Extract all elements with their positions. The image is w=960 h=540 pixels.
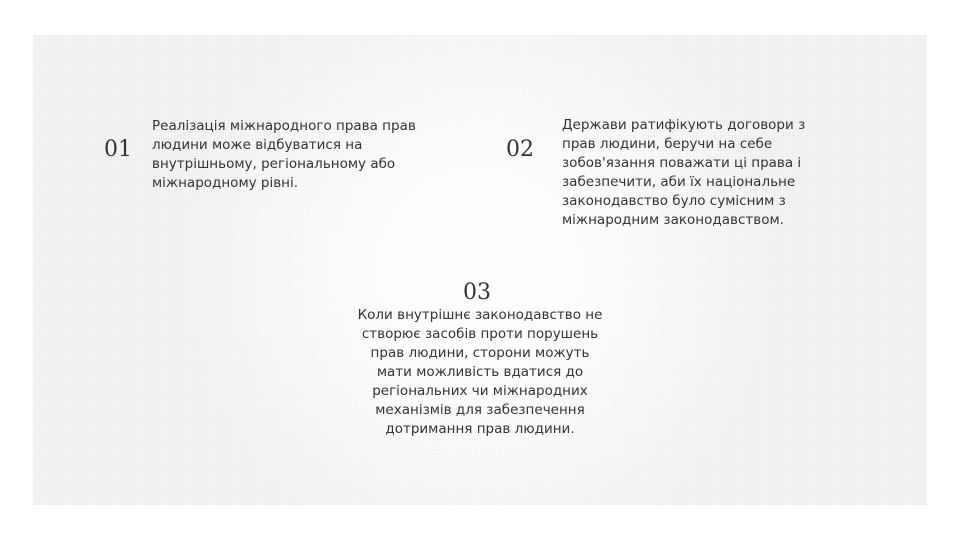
item-text-03: Коли внутрішнє законодавство не створює засобів проти порушень прав людини, сторони можуть мати можливість вдатися до регіональних чи міжнародних механізмів для забезпечення дотримання прав людини. xyxy=(357,307,603,437)
item-number-03: 03 xyxy=(463,280,491,305)
item-text-01: Реалізація міжнародного права прав людини може відбуватися на внутрішньому, регіональному або міжнародному рівні. xyxy=(152,118,416,191)
item-text-02: Держави ратифікують договори з прав людини, беручи на себе зобов'язання поважати ці права і забезпечити, аби їх національне законодавство було сумісним з міжнародним законодавством. xyxy=(562,117,806,228)
item-number-02: 02 xyxy=(506,137,534,162)
item-number-01: 01 xyxy=(104,137,132,162)
